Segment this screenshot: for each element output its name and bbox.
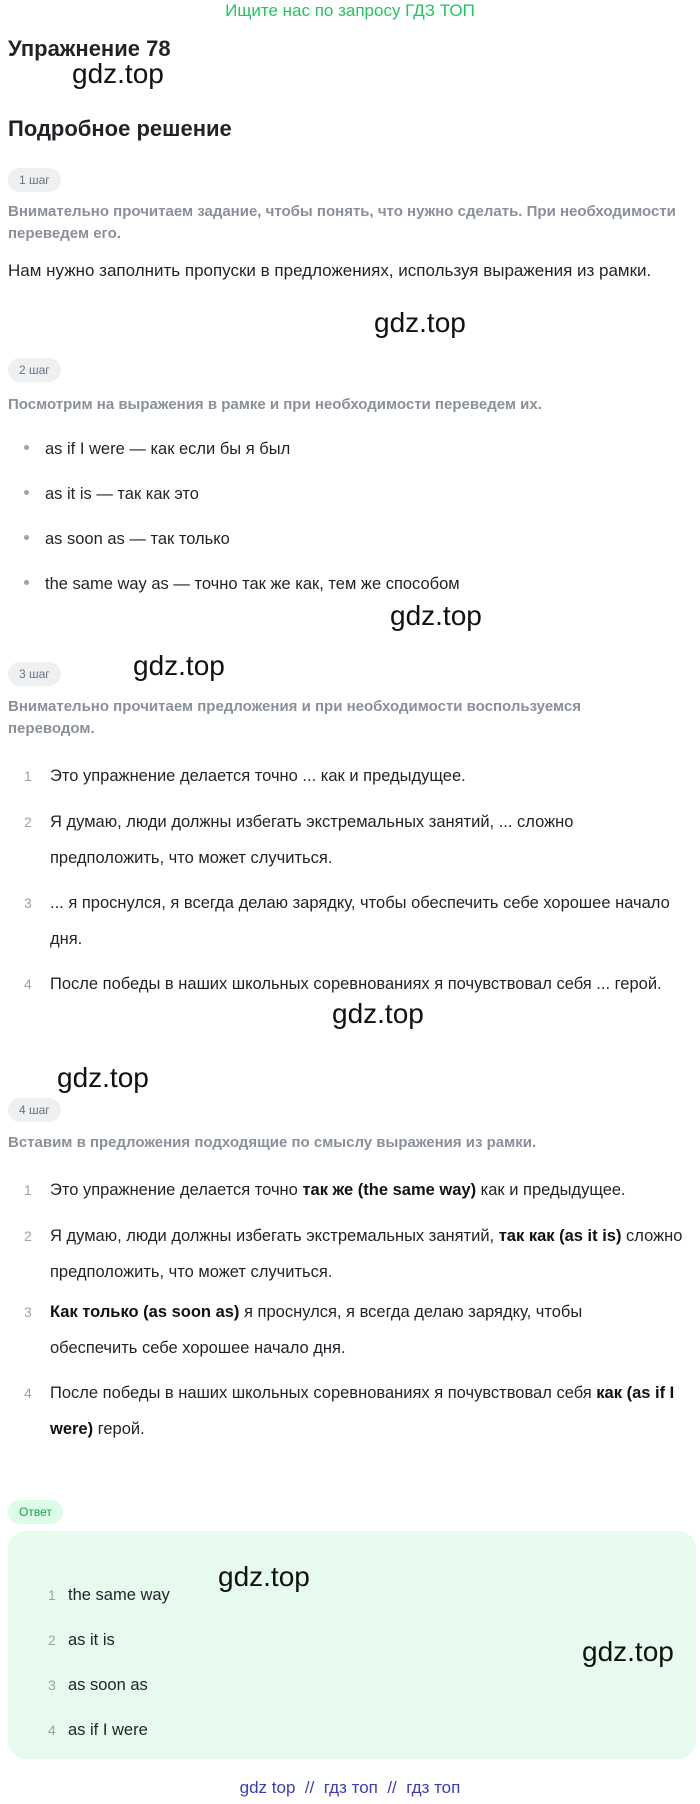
step-4-badge: 4 шаг: [8, 1098, 61, 1122]
list-item: 1 Это упражнение делается точно так же (the same way) как и предыдущее.: [24, 1181, 626, 1199]
list-item: 4 as if I were: [48, 1721, 148, 1739]
step-3-hint: Внимательно прочитаем предложения и при необходимости воспользуемся переводом.: [8, 698, 581, 737]
watermark: gdz.top: [218, 1561, 310, 1592]
list-item: the same way as — точно так же как, тем же способом: [24, 575, 460, 594]
bullet-icon: [24, 445, 29, 450]
step-1-hint: Внимательно прочитаем задание, чтобы понять, что нужно сделать. При необходимости переведем его.: [8, 203, 676, 242]
exercise-title: Упражнение 78: [8, 36, 171, 61]
top-banner: Ищите нас по запросу ГДЗ ТОП: [225, 1, 475, 20]
list-item: 3 as soon as: [48, 1676, 148, 1694]
step-2-hint: Посмотрим на выражения в рамке и при необходимости переведем их.: [8, 396, 542, 413]
list-item: 3 ... я проснулся, я всегда делаю зарядку, чтобы обеспечить себе хорошее начало дня.: [24, 894, 670, 948]
list-item: as soon as — так только: [24, 530, 230, 549]
bullet-icon: [24, 490, 29, 495]
bullet-icon: [24, 535, 29, 540]
step-3-badge: 3 шаг: [8, 662, 61, 686]
solution-title: Подробное решение: [8, 116, 232, 141]
list-item: 1 Это упражнение делается точно ... как и предыдущее.: [24, 767, 466, 785]
list-item: 4 После победы в наших школьных соревнованиях я почувствовал себя ... герой.: [24, 975, 662, 993]
watermark: gdz.top: [374, 307, 466, 338]
list-item: 3 Как только (as soon as) я проснулся, я всегда делаю зарядку, чтобы обеспечить себе хорошее начало дня.: [24, 1303, 583, 1357]
watermark: gdz.top: [72, 58, 164, 89]
watermark: gdz.top: [332, 998, 424, 1029]
step-2-badge: 2 шаг: [8, 358, 61, 382]
list-item: 2 Я думаю, люди должны избегать экстремальных занятий, так как (as it is) сложно предположить, что может случиться.: [24, 1227, 683, 1281]
watermark: gdz.top: [57, 1062, 149, 1093]
list-item: as if I were — как если бы я был: [24, 440, 290, 459]
list-item: 4 После победы в наших школьных соревнованиях я почувствовал себя как (as if I were) герой.: [24, 1384, 675, 1438]
list-item: 2 as it is: [48, 1631, 115, 1649]
watermark: gdz.top: [133, 650, 225, 681]
step-1-badge: 1 шаг: [8, 168, 61, 192]
list-item: 2 Я думаю, люди должны избегать экстремальных занятий, ... сложно предположить, что может случиться.: [24, 813, 574, 867]
step-1-text: Нам нужно заполнить пропуски в предложениях, используя выражения из рамки.: [8, 261, 652, 280]
footer-links[interactable]: gdz top // гдз топ // гдз топ: [239, 1778, 461, 1797]
step-4-hint: Вставим в предложения подходящие по смыслу выражения из рамки.: [8, 1134, 537, 1151]
answer-badge: Ответ: [8, 1500, 63, 1524]
watermark: gdz.top: [390, 600, 482, 631]
bullet-icon: [24, 580, 29, 585]
list-item: 1 the same way: [48, 1586, 170, 1604]
watermark: gdz.top: [582, 1636, 674, 1667]
list-item: as it is — так как это: [24, 485, 199, 504]
